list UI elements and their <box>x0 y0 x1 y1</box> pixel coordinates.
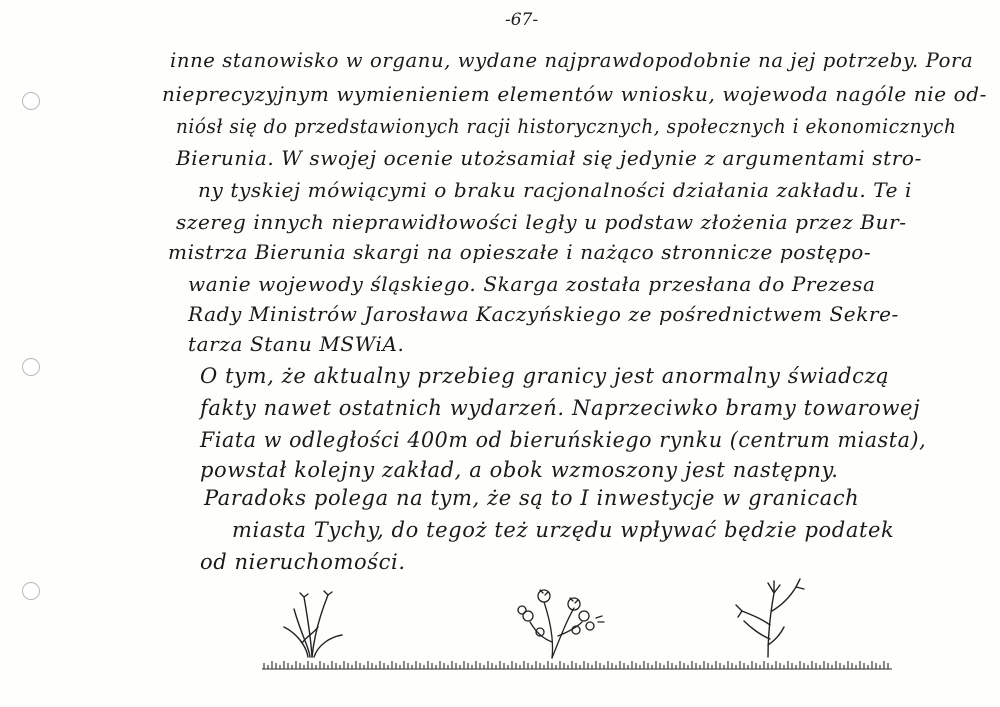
text-line: niósł się do przedstawionych racji historycznych, społecznych i ekonomicznych <box>176 114 957 138</box>
page-number: -67- <box>505 10 539 30</box>
text-line: inne stanowisko w organu, wydane najprawdopodobnie na jej potrzeby. Pora <box>170 48 974 72</box>
text-line: nieprecyzyjnym wymienieniem elementów wniosku, wojewoda nagóle nie od- <box>162 82 987 106</box>
text-line: mistrza Bierunia skargi na opieszałe i nażąco stronnicze postępo- <box>168 240 872 264</box>
text-line: tarza Stanu MSWiA. <box>188 332 405 356</box>
punch-hole <box>22 92 40 110</box>
text-line: Fiata w odległości 400m od bieruńskiego rynku (centrum miasta), <box>200 428 927 452</box>
text-line: wanie wojewody śląskiego. Skarga została przesłana do Prezesa <box>188 272 876 296</box>
text-line: od nieruchomości. <box>200 550 406 574</box>
text-line: fakty nawet ostatnich wydarzeń. Naprzeciwko bramy towarowej <box>200 396 921 420</box>
flower-plant-icon <box>510 582 620 662</box>
text-line: powstał kolejny zakład, a obok wzmoszony jest następny. <box>200 458 839 482</box>
branch-plant-icon <box>728 575 808 660</box>
text-line: ny tyskiej mówiącymi o braku racjonalności działania zakładu. Te i <box>198 178 913 202</box>
ground-line <box>262 656 892 670</box>
text-line: miasta Tychy, do tegoż też urzędu wpływać będzie podatek <box>232 518 895 542</box>
text-line: O tym, że aktualny przebieg granicy jest anormalny świadczą <box>200 364 890 388</box>
grass-plant-icon <box>278 585 348 660</box>
text-line: szereg innych nieprawidłowości legły u podstaw złożenia przez Bur- <box>176 210 907 234</box>
punch-hole <box>22 582 40 600</box>
text-line: Rady Ministrów Jarosława Kaczyńskiego ze pośrednictwem Sekre- <box>188 302 899 326</box>
punch-hole <box>22 358 40 376</box>
text-line: Paradoks polega na tym, że są to I inwestycje w granicach <box>204 486 860 510</box>
text-line: Bierunia. W swojej ocenie utożsamiał się jedynie z argumentami stro- <box>176 146 922 170</box>
